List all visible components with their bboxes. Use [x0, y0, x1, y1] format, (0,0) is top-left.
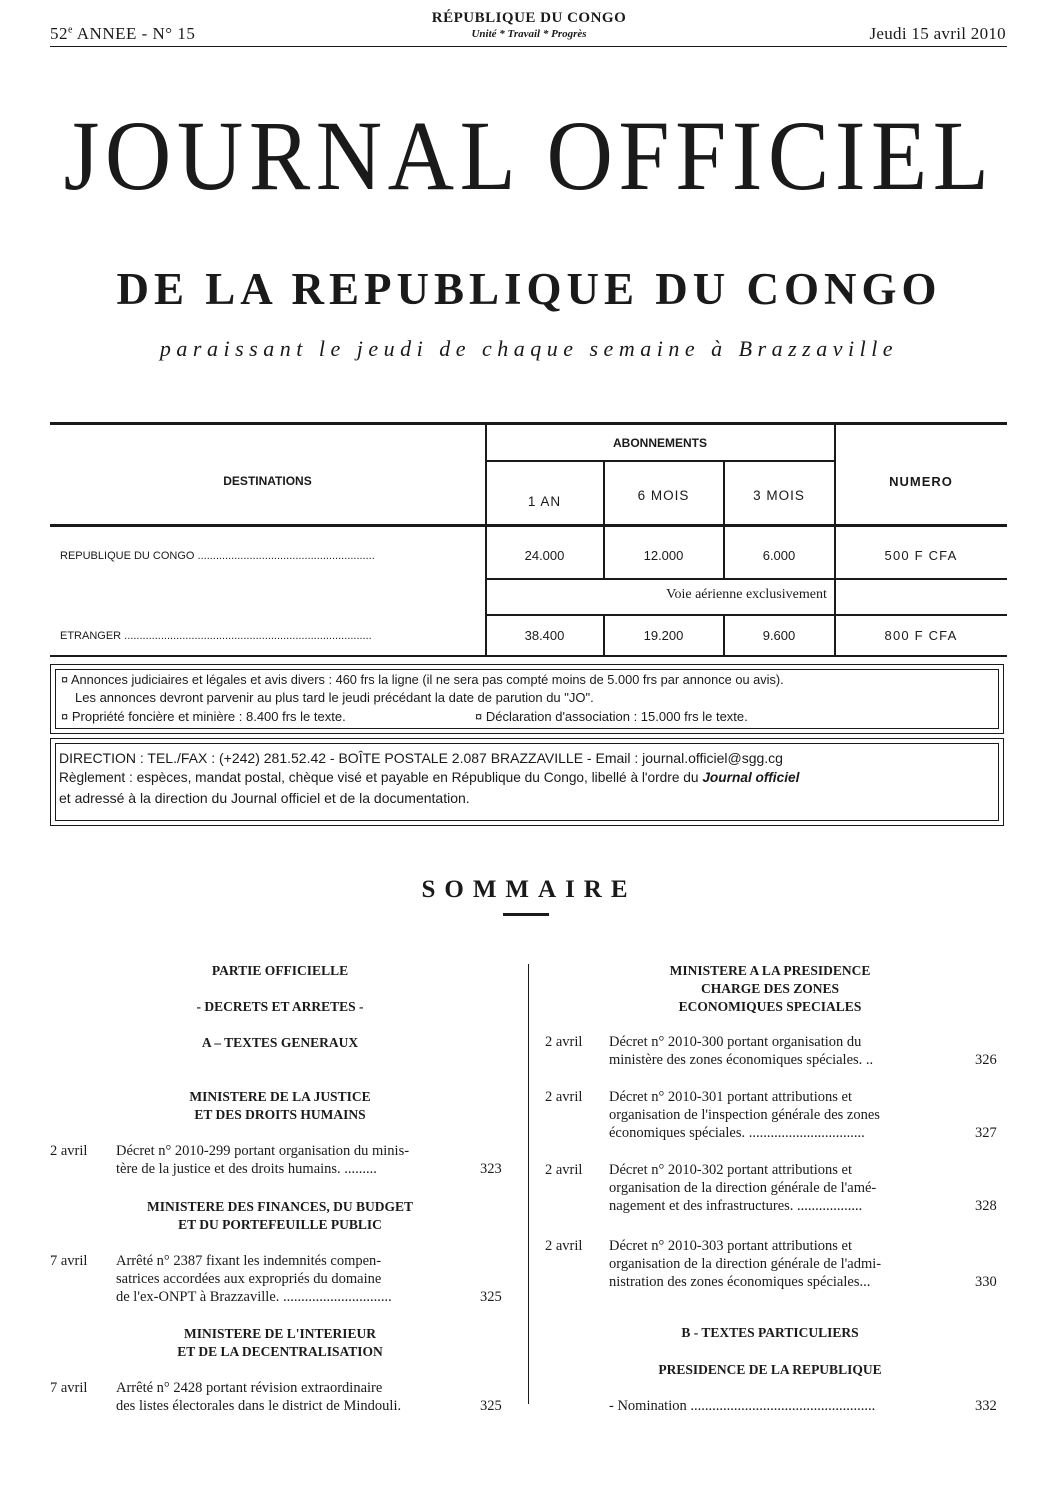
- heading-ministere-presidence-l2: CHARGE DES ZONES: [700, 981, 840, 996]
- entry-text-line: des listes électorales dans le district de Mindouli.: [116, 1398, 402, 1414]
- sommaire-entry-finances[interactable]: [50, 1252, 510, 1310]
- period-1an: 1 AN: [527, 494, 562, 509]
- column-divider: [528, 964, 529, 1404]
- entry-text-line: - Nomination ...................................................: [609, 1398, 876, 1414]
- journal-title: JOURNAL OFFICIEL: [63, 100, 995, 211]
- entry-date: 2 avril: [545, 1238, 583, 1254]
- entry-text-line: Décret n° 2010-299 portant organisation du minis-: [116, 1143, 410, 1159]
- heading-ministere-presidence: [590, 962, 950, 1016]
- table-top-rule: [50, 422, 1007, 425]
- subscription-table: [50, 422, 1007, 656]
- table-divider-destinations: [485, 422, 487, 656]
- entry-page-number: 326: [975, 1052, 997, 1068]
- row-etranger-6mois: 19.200: [643, 628, 684, 643]
- row-congo-1an: 24.000: [524, 548, 565, 563]
- entry-text-line: Décret n° 2010-303 portant attributions et: [609, 1238, 852, 1254]
- entry-page-number: 327: [975, 1125, 997, 1141]
- direction-contact: DIRECTION : TEL./FAX : (+242) 281.52.42 - BOÎTE POSTALE 2.087 BRAZZAVILLE - Email : journal.officiel@sgg.cg: [59, 750, 783, 766]
- row-congo-label: REPUBLIQUE DU CONGO ..........................................................: [60, 550, 375, 562]
- entry-text-line: organisation de l'inspection générale des zones: [609, 1107, 880, 1123]
- heading-ministere-finances-l2: ET DU PORTEFEUILLE PUBLIC: [178, 1217, 382, 1232]
- numero-header: NUMERO: [889, 474, 953, 489]
- entry-page-number: 330: [975, 1274, 997, 1290]
- heading-ministere-interieur-l1: MINISTERE DE L'INTERIEUR: [183, 1326, 377, 1341]
- row-etranger-3mois: 9.600: [762, 628, 796, 643]
- entry-text-line: satrices accordées aux expropriés du domaine: [116, 1271, 382, 1287]
- table-abonnements-rule: [485, 460, 835, 462]
- issue-number-rest: ANNEE - N° 15: [72, 24, 196, 43]
- entry-text-line: Arrêté n° 2428 portant révision extraordinaire: [116, 1380, 383, 1396]
- table-row1-rule: [485, 578, 1007, 580]
- notice-association: ¤ Déclaration d'association : 15.000 frs le texte.: [475, 709, 748, 724]
- destinations-header: DESTINATIONS: [223, 474, 312, 488]
- heading-ministere-interieur-l2: ET DE LA DECENTRALISATION: [177, 1344, 383, 1359]
- sommaire-entry-2010-301[interactable]: [545, 1088, 1005, 1146]
- header-rule: [50, 46, 1007, 47]
- republic-name: RÉPUBLIQUE DU CONGO: [431, 10, 627, 26]
- entry-text-line: organisation de la direction générale de l'admi-: [609, 1256, 882, 1272]
- table-bottom-rule: [50, 655, 1007, 657]
- row-congo-numero: 500 F CFA: [884, 548, 958, 563]
- sommaire-entry-2010-303[interactable]: [545, 1237, 1005, 1295]
- sommaire-title: SOMMAIRE: [421, 876, 637, 903]
- sommaire-entry-justice[interactable]: [50, 1142, 510, 1182]
- direction-reglement: [59, 770, 799, 785]
- entry-date: 7 avril: [50, 1380, 88, 1396]
- heading-ministere-presidence-l3: ECONOMIQUES SPECIALES: [678, 999, 862, 1014]
- heading-partie-officielle: PARTIE OFFICIELLE: [211, 963, 349, 978]
- notice-annonces: ¤ Annonces judiciaires et légales et avis divers : 460 frs la ligne (il ne sera pas compté moins de 5.000 frs par annonce ou avis).: [61, 672, 784, 687]
- entry-text-line: Décret n° 2010-302 portant attributions et: [609, 1162, 852, 1178]
- heading-decrets-arretes: - DECRETS ET ARRETES -: [196, 999, 364, 1014]
- entry-text-line: de l'ex-ONPT à Brazzaville. ..............................: [116, 1289, 392, 1305]
- entry-date: 2 avril: [545, 1034, 583, 1050]
- heading-ministere-interieur: [100, 1325, 460, 1361]
- heading-ministere-finances: [90, 1198, 470, 1234]
- notice-propriete: ¤ Propriété foncière et minière : 8.400 frs le texte.: [61, 709, 346, 724]
- heading-presidence-republique: PRESIDENCE DE LA REPUBLIQUE: [658, 1362, 882, 1377]
- sommaire-entry-2010-302[interactable]: [545, 1161, 1005, 1219]
- entry-date: 7 avril: [50, 1253, 88, 1269]
- row-congo-6mois: 12.000: [643, 548, 684, 563]
- direction-reglement-text: Règlement : espèces, mandat postal, chèque visé et payable en République du Congo, libellé à l'ordre du: [59, 770, 703, 785]
- entry-page-number: 323: [480, 1161, 502, 1177]
- heading-ministere-presidence-l1: MINISTERE A LA PRESIDENCE: [669, 963, 871, 978]
- entry-text-line: Décret n° 2010-301 portant attributions et: [609, 1089, 852, 1105]
- entry-text-line: économiques spéciales. ................................: [609, 1125, 865, 1141]
- heading-ministere-justice-l1: MINISTERE DE LA JUSTICE: [189, 1089, 371, 1104]
- direction-adresse: et adressé à la direction du Journal officiel et de la documentation.: [59, 790, 470, 806]
- row-congo-3mois: 6.000: [762, 548, 796, 563]
- sommaire-entry-interieur[interactable]: [50, 1379, 510, 1419]
- sommaire-rule: [503, 913, 549, 916]
- entry-text-line: organisation de la direction générale de l'amé-: [609, 1180, 877, 1196]
- period-3mois: 3 MOIS: [753, 488, 805, 503]
- entry-page-number: 328: [975, 1198, 997, 1214]
- direction-journal-name: Journal officiel: [702, 770, 800, 785]
- entry-text-line: nistration des zones économiques spéciales...: [609, 1274, 871, 1290]
- entry-page-number: 325: [480, 1289, 502, 1305]
- journal-tagline: paraissant le jeudi de chaque semaine à Brazzaville: [159, 336, 899, 361]
- entry-date: 2 avril: [50, 1143, 88, 1159]
- entry-date: 2 avril: [545, 1162, 583, 1178]
- entry-page-number: 332: [975, 1398, 997, 1414]
- abonnements-header: ABONNEMENTS: [612, 436, 707, 450]
- table-header-rule: [50, 524, 1007, 527]
- heading-ministere-finances-l1: MINISTERE DES FINANCES, DU BUDGET: [147, 1199, 413, 1214]
- heading-ministere-justice-l2: ET DES DROITS HUMAINS: [194, 1107, 366, 1122]
- period-6mois: 6 MOIS: [637, 488, 690, 503]
- row-etranger-numero: 800 F CFA: [884, 628, 958, 643]
- heading-textes-generaux: A – TEXTES GENERAUX: [201, 1035, 359, 1050]
- row-etranger-label: ETRANGER .................................................................................: [60, 630, 372, 642]
- issue-date: Jeudi 15 avril 2010: [869, 24, 1006, 43]
- direction-box: [50, 738, 1004, 826]
- sommaire-entry-2010-300[interactable]: [545, 1033, 1005, 1073]
- journal-subtitle: DE LA REPUBLIQUE DU CONGO: [116, 264, 942, 314]
- issue-number-sup: e: [68, 24, 73, 36]
- entry-date: 2 avril: [545, 1089, 583, 1105]
- row-etranger-1an: 38.400: [524, 628, 565, 643]
- entry-text-line: ministère des zones économiques spéciales. ..: [609, 1052, 874, 1068]
- notice-delai: Les annonces devront parvenir au plus tard le jeudi précédant la date de parution du "JO".: [75, 690, 594, 705]
- entry-page-number: 325: [480, 1398, 502, 1414]
- sommaire-entry-nomination[interactable]: [545, 1397, 1005, 1417]
- entry-text-line: Décret n° 2010-300 portant organisation du: [609, 1034, 862, 1050]
- national-motto: Unité * Travail * Progrès: [471, 28, 587, 40]
- entry-text-line: tère de la justice et des droits humains. .........: [116, 1161, 377, 1177]
- notices-box: [50, 664, 1004, 734]
- voie-aerienne-note: Voie aérienne exclusivement: [666, 587, 827, 602]
- table-divider-numero: [834, 422, 836, 656]
- issue-number-main: 52: [50, 24, 68, 43]
- entry-text-line: Arrêté n° 2387 fixant les indemnités compen-: [116, 1253, 382, 1269]
- table-voie-rule: [485, 614, 1007, 616]
- entry-text-line: nagement et des infrastructures. ..................: [609, 1198, 863, 1214]
- heading-textes-particuliers: B - TEXTES PARTICULIERS: [681, 1325, 859, 1340]
- heading-ministere-justice: [100, 1088, 460, 1124]
